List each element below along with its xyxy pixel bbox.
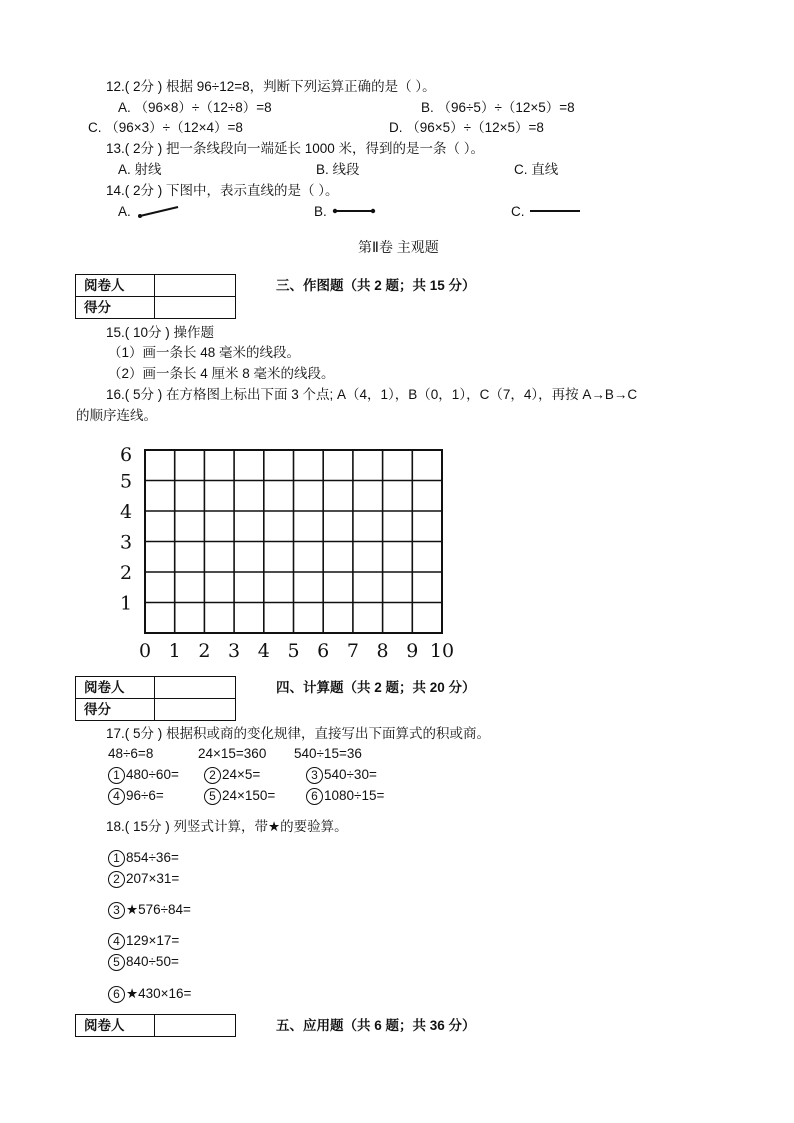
y-axis-tick-label: 2 <box>119 562 133 584</box>
q15-part-1: （1）画一条长 48 毫米的线段。 <box>108 345 301 360</box>
section-5-title: 五、应用题（共 6 题；共 36 分） <box>276 1018 476 1033</box>
q18-item: 1 854÷36= <box>108 849 179 867</box>
q14-option-b-label: B. <box>314 204 327 219</box>
q17-stem: 17.( 5分 ) 根据积或商的变化规律，直接写出下面算式的积或商。 <box>106 726 491 741</box>
q18-stem: 18.( 15分 ) 列竖式计算，带★的要验算。 <box>106 819 348 834</box>
y-axis-tick-label: 5 <box>119 470 133 493</box>
x-axis-tick-label: 1 <box>168 640 181 662</box>
x-axis-tick-label: 0 <box>138 640 152 662</box>
reviewer-label: 阅卷人 <box>76 275 155 297</box>
line-figure-b <box>331 205 379 217</box>
q13-option-a: A. 射线 <box>118 162 162 177</box>
line-figure-c <box>528 205 582 217</box>
score-cell <box>155 699 236 721</box>
q12-option-a: A. （96×8）÷（12÷8）=8 <box>118 100 272 115</box>
x-axis-tick-label: 2 <box>198 640 211 662</box>
x-axis-tick-label: 9 <box>406 640 419 662</box>
q18-item: 3 ★576÷84= <box>108 901 191 919</box>
score-box-section-5 <box>75 1014 236 1037</box>
score-box-section-4 <box>75 676 236 721</box>
reviewer-label: 阅卷人 <box>76 1015 155 1037</box>
x-axis-tick-label: 4 <box>257 640 270 662</box>
q17-given-1: 48÷6=8 <box>108 746 154 761</box>
x-axis-tick-label: 5 <box>287 640 300 662</box>
section-3-title: 三、作图题（共 2 题；共 15 分） <box>276 278 476 293</box>
q14-option-c-label: C. <box>511 204 525 219</box>
score-label: 得分 <box>76 699 155 721</box>
q17-item: 2 24×5= <box>204 766 260 784</box>
q18-item: 5 840÷50= <box>108 953 179 971</box>
q15-stem: 15.( 10分 ) 操作题 <box>106 325 215 340</box>
reviewer-cell <box>155 677 236 699</box>
x-axis-tick-label: 6 <box>317 640 330 662</box>
score-cell <box>155 297 236 319</box>
y-axis-tick-label: 3 <box>119 531 133 554</box>
q17-given-3: 540÷15=36 <box>294 746 362 761</box>
coordinate-grid[interactable] <box>100 436 470 666</box>
q17-item: 1 480÷60= <box>108 766 179 784</box>
q16-stem-line-2: 的顺序连线。 <box>76 408 157 423</box>
q12-option-d: D. （96×5）÷（12×5）=8 <box>389 120 544 135</box>
line-figure-a <box>136 202 182 220</box>
section-4-title: 四、计算题（共 2 题；共 20 分） <box>276 680 476 695</box>
q18-item: 6 ★430×16= <box>108 985 191 1003</box>
reviewer-cell <box>155 1015 236 1037</box>
q12-option-b: B. （96÷5）÷（12×5）=8 <box>421 100 575 115</box>
q14-stem: 14.( 2分 ) 下图中，表示直线的是（ ）。 <box>106 183 339 198</box>
part-two-title: 第Ⅱ卷 主观题 <box>358 239 439 255</box>
reviewer-cell <box>155 275 236 297</box>
score-label: 得分 <box>76 297 155 319</box>
x-axis-tick-label: 10 <box>429 640 455 662</box>
reviewer-label: 阅卷人 <box>76 677 155 699</box>
q12-option-c: C. （96×3）÷（12×4）=8 <box>88 120 243 135</box>
q17-item: 6 1080÷15= <box>306 787 384 805</box>
q14-option-a-label: A. <box>118 204 131 219</box>
q17-item: 3 540÷30= <box>306 766 377 784</box>
x-axis-tick-label: 3 <box>228 640 241 662</box>
q17-given-2: 24×15=360 <box>198 746 267 761</box>
x-axis-tick-label: 8 <box>376 640 389 662</box>
y-axis-tick-label: 1 <box>119 592 133 615</box>
x-axis-tick-label: 7 <box>346 640 359 662</box>
q16-stem-line-1: 16.( 5分 ) 在方格图上标出下面 3 个点; A（4，1），B（0，1），C（7，4），再按 A→B→C <box>106 387 638 402</box>
q18-item: 4 129×17= <box>108 932 179 950</box>
q13-option-c: C. 直线 <box>514 162 559 177</box>
y-axis-tick-label: 4 <box>119 501 133 523</box>
q13-stem: 13.( 2分 ) 把一条线段向一端延长 1000 米，得到的是一条（ ）。 <box>106 141 485 156</box>
y-axis-tick-label: 6 <box>119 444 133 466</box>
q13-option-b: B. 线段 <box>316 162 360 177</box>
score-box-section-3 <box>75 274 236 319</box>
q12-stem: 12.( 2分 ) 根据 96÷12=8，判断下列运算正确的是（ ）。 <box>106 79 436 94</box>
q15-part-2: （2）画一条长 4 厘米 8 毫米的线段。 <box>108 366 335 381</box>
q18-item: 2 207×31= <box>108 870 179 888</box>
q17-item: 4 96÷6= <box>108 787 164 805</box>
q17-item: 5 24×150= <box>204 787 275 805</box>
